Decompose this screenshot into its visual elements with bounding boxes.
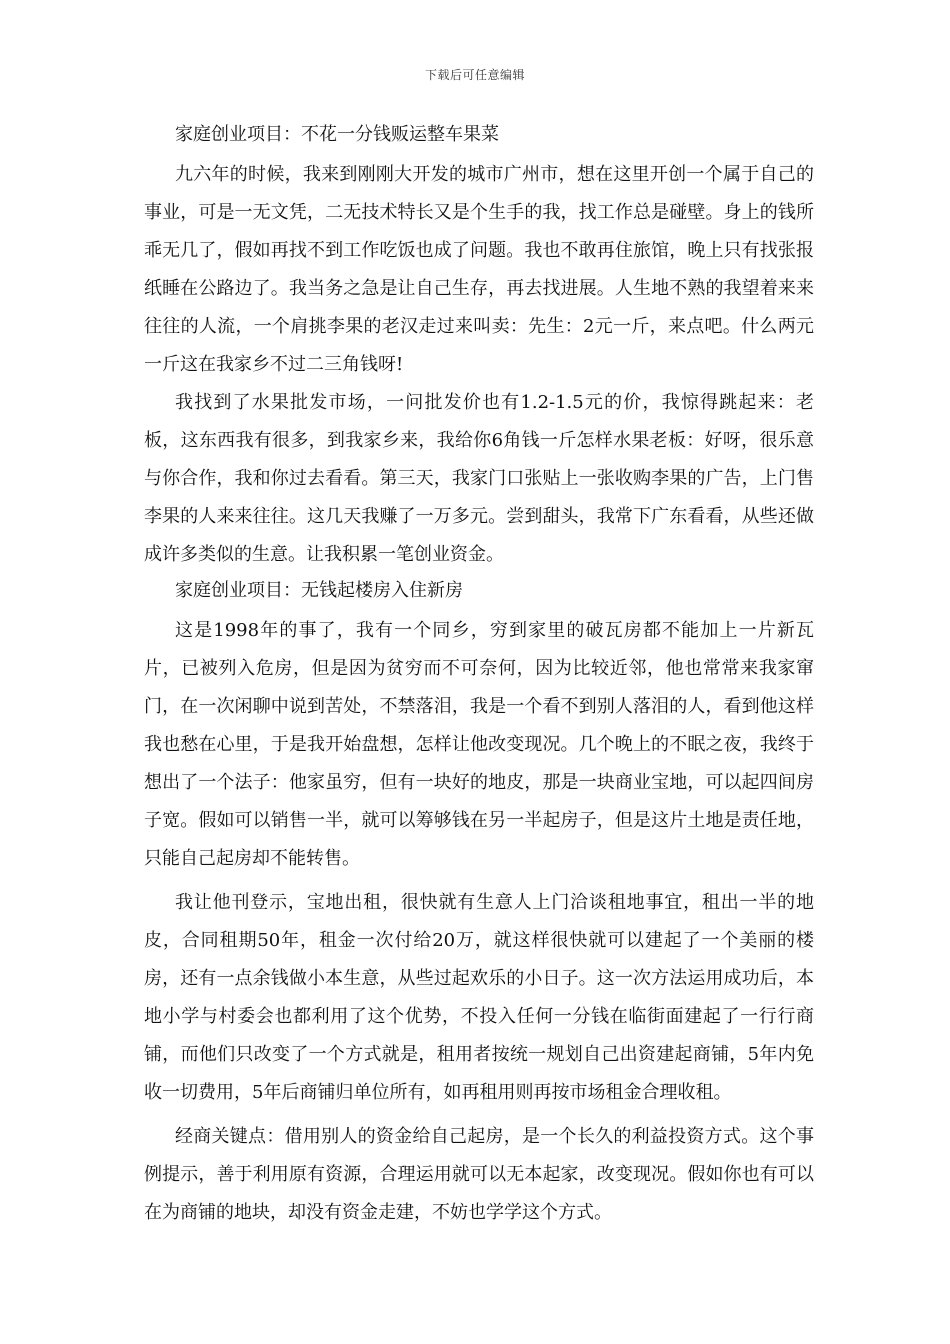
paragraph-4: 我让他刊登示，宝地出租，很快就有生意人上门洽谈租地事宜，租出一半的地皮，合同租期50年，租金一次付给20万，就这样很快就可以建起了一个美丽的楼房，还有一点余钱做小本生意，从些过起欢乐的小日子。这一次方法运用成功后，本地小学与村委会也都利用了这个优势，不投入任何一分钱在临街面建起了一行行商铺，而他们只改变了一个方式就是，租用者按统一规划自己出资建起商铺，5年内免收一切费用，5年后商铺归单位所有，如再租用则再按市场租金合理收租。 [144,892,814,1103]
section-heading-1: 家庭创业项目：不花一分钱贩运整车果菜 [175,124,499,145]
section-heading-2: 家庭创业项目：无钱起楼房入住新房 [175,580,463,601]
paragraph-5: 经商关键点：借用别人的资金给自己起房，是一个长久的利益投资方式。这个事例提示，善于利用原有资源，合理运用就可以无本起家，改变现况。假如你也有可以在为商铺的地块，却没有资金走建，不妨也学学这个方式。 [144,1126,814,1223]
page-header-note: 下载后可任意编辑 [424,68,525,82]
article-body [144,118,814,1232]
paragraph-1: 九六年的时候，我来到刚刚大开发的城市广州市，想在这里开创一个属于自己的事业，可是一无文凭，二无技术特长又是个生手的我，找工作总是碰壁。身上的钱所乖无几了，假如再找不到工作吃饭也成了问题。我也不敢再住旅馆，晚上只有找张报纸睡在公路边了。我当务之急是让自己生存，再去找进展。人生地不熟的我望着来来往往的人流，一个肩挑李果的老汉走过来叫卖：先生：2元一斤，来点吧。什么两元一斤这在我家乡不过二三角钱呀! [144,164,814,375]
paragraph-2: 我找到了水果批发市场，一问批发价也有1.2-1.5元的价，我惊得跳起来：老板，这东西我有很多，到我家乡来，我给你6角钱一斤怎样水果老板：好呀，很乐意与你合作，我和你过去看看。第三天，我家门口张贴上一张收购李果的广告，上门售李果的人来来往往。这几天我赚了一万多元。尝到甜头，我常下广东看看，从些还做成许多类似的生意。让我积累一笔创业资金。 [144,392,814,565]
paragraph-3: 这是1998年的事了，我有一个同乡，穷到家里的破瓦房都不能加上一片新瓦片，已被列入危房，但是因为贫穷而不可奈何，因为比较近邻，他也常常来我家窜门，在一次闲聊中说到苦处，不禁落泪，我是一个看不到别人落泪的人，看到他这样我也愁在心里，于是我开始盘想，怎样让他改变现况。几个晚上的不眠之夜，我终于想出了一个法子：他家虽穷，但有一块好的地皮，那是一块商业宝地，可以起四间房子宽。假如可以销售一半，就可以筹够钱在另一半起房子，但是这片土地是责任地，只能自己起房却不能转售。 [144,620,814,869]
